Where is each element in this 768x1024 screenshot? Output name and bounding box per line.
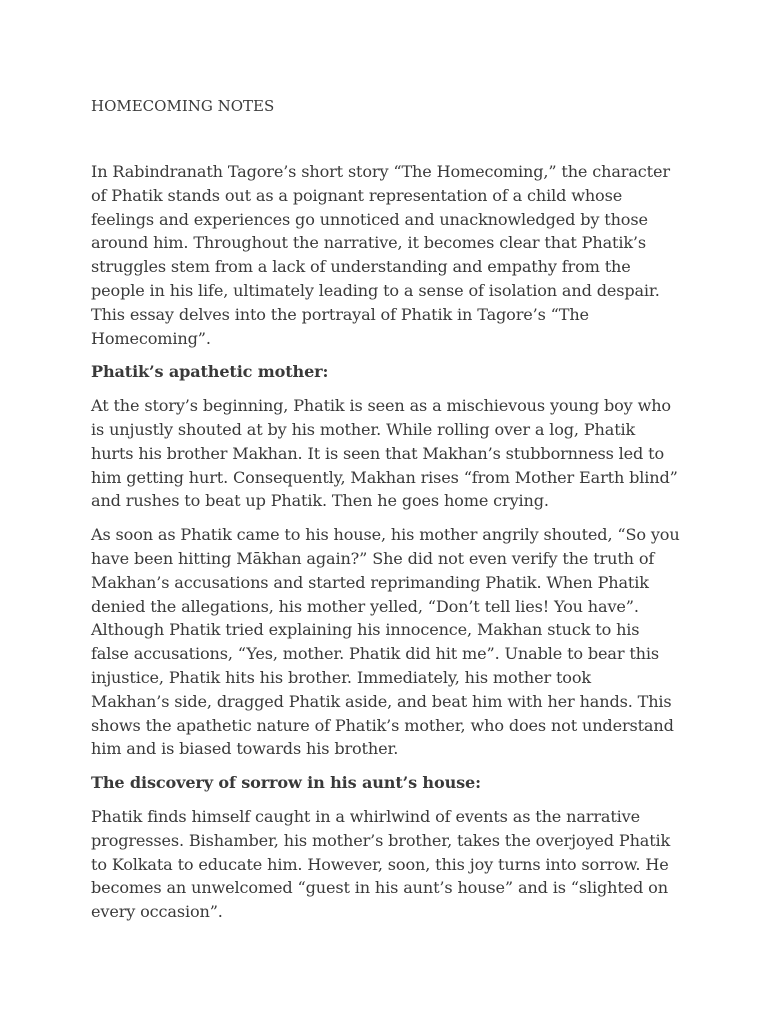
text-line: denied the allegations, his mother yelled, “Don’t tell lies! You have”. xyxy=(91,596,639,616)
paragraph-story-beginning xyxy=(91,394,691,513)
text-line: becomes an unwelcomed “guest in his aunt’s house” and is “slighted on xyxy=(91,878,668,898)
paragraph-kolkata xyxy=(91,805,691,924)
text-line: of Phatik stands out as a poignant representation of a child whose xyxy=(91,185,623,205)
paragraph-mother-shouts xyxy=(91,523,691,761)
text-line: to Kolkata to educate him. However, soon, this joy turns into sorrow. He xyxy=(91,854,669,874)
text-line: have been hitting Mākhan again?” She did not even verify the truth of xyxy=(91,548,655,568)
text-line: hurts his brother Makhan. It is seen that Makhan’s stubbornness led to xyxy=(91,443,665,463)
text-line: people in his life, ultimately leading to a sense of isolation and despair. xyxy=(91,280,660,300)
text-line: false accusations, “Yes, mother. Phatik did hit me”. Unable to bear this xyxy=(91,644,660,664)
text-line: him getting hurt. Consequently, Makhan rises “from Mother Earth blind” xyxy=(91,467,678,487)
text-line: Homecoming”. xyxy=(91,328,211,348)
text-line: In Rabindranath Tagore’s short story “The Homecoming,” the character xyxy=(91,162,670,181)
text-line: him and is biased towards his brother. xyxy=(91,739,399,759)
text-line: Makhan’s side, dragged Phatik aside, and beat him with her hands. This xyxy=(91,691,672,711)
text-line: around him. Throughout the narrative, it becomes clear that Phatik’s xyxy=(91,233,647,253)
text-line: Although Phatik tried explaining his innocence, Makhan stuck to his xyxy=(91,620,640,640)
text-line: injustice, Phatik hits his brother. Immediately, his mother took xyxy=(91,667,591,687)
document-body xyxy=(91,160,691,934)
text-line: every occasion”. xyxy=(91,902,223,922)
section-heading-mother xyxy=(91,360,691,384)
text-line: is unjustly shouted at by his mother. While rolling over a log, Phatik xyxy=(91,419,636,439)
section-heading-aunt-house xyxy=(91,771,691,795)
text-line: feelings and experiences go unnoticed and unacknowledged by those xyxy=(91,209,648,229)
heading-line: Phatik’s apathetic mother: xyxy=(91,362,329,382)
text-line: progresses. Bishamber, his mother’s brother, takes the overjoyed Phatik xyxy=(91,830,671,850)
text-line: This essay delves into the portrayal of Phatik in Tagore’s “The xyxy=(91,304,589,324)
text-line: At the story’s beginning, Phatik is seen as a mischievous young boy who xyxy=(91,396,671,416)
text-line: Makhan’s accusations and started reprimanding Phatik. When Phatik xyxy=(91,572,649,592)
heading-line: The discovery of sorrow in his aunt’s house: xyxy=(91,773,481,793)
text-line: struggles stem from a lack of understanding and empathy from the xyxy=(91,257,631,277)
document-title: HOMECOMING NOTES xyxy=(91,97,275,115)
text-line: As soon as Phatik came to his house, his mother angrily shouted, “So you xyxy=(91,525,680,545)
text-line: shows the apathetic nature of Phatik’s mother, who does not understand xyxy=(91,715,674,735)
text-line: and rushes to beat up Phatik. Then he goes home crying. xyxy=(91,491,549,511)
text-line: Phatik finds himself caught in a whirlwind of events as the narrative xyxy=(91,806,640,826)
intro-paragraph xyxy=(91,160,691,350)
